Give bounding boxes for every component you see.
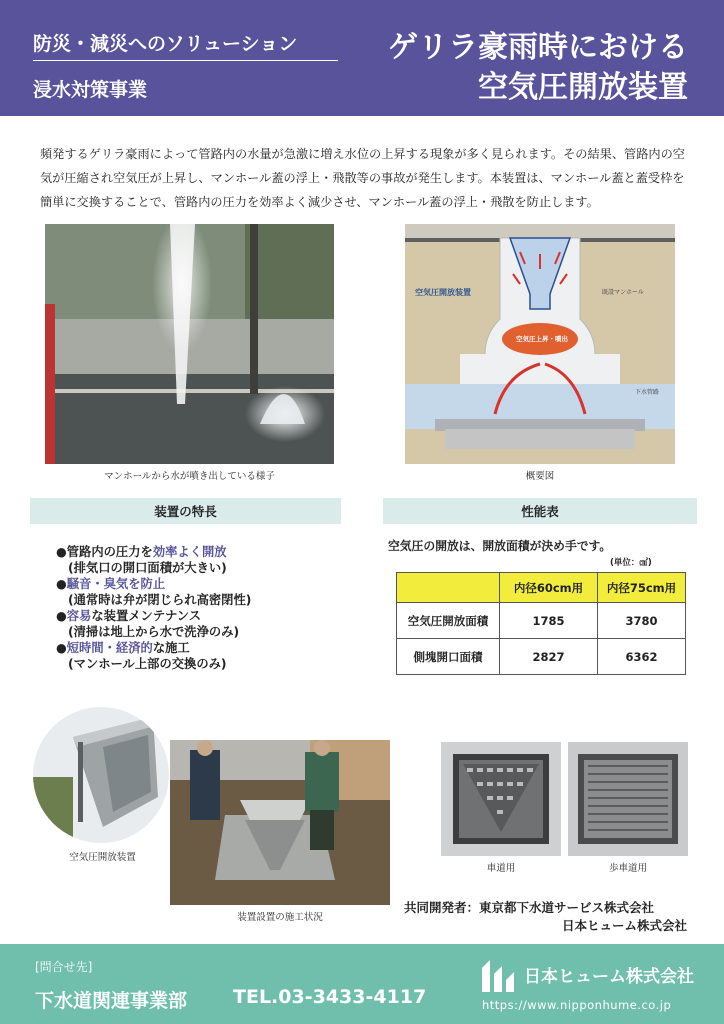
feature-item: ●短時間・経済的な施工: [56, 641, 190, 655]
header-banner: [0, 0, 724, 116]
header-title-line2: 空気圧開放装置: [478, 70, 688, 105]
feature-sub: (排気口の開口面積が大きい): [68, 561, 227, 575]
performance-note: 空気圧の開放は、開放面積が決め手です。: [388, 539, 612, 553]
diagram-caption: 概要図: [525, 471, 555, 482]
manhole-gushing-photo: [45, 224, 334, 464]
table-cell: 2827: [500, 639, 598, 675]
device-caption: 空気圧開放装置: [69, 852, 136, 863]
header-title-line1: ゲリラ豪雨時における: [388, 30, 688, 65]
table-header-row: [397, 573, 686, 603]
road-caption: 車道用: [486, 863, 516, 874]
overview-diagram: [405, 224, 675, 464]
walkway-cover-photo: [568, 742, 688, 856]
installation-caption: 装置設置の施工状況: [237, 912, 323, 923]
header-category: 浸水対策事業: [33, 79, 148, 101]
installation-photo: [170, 740, 390, 905]
header-subtitle: 防災・減災へのソリューション: [33, 33, 298, 55]
feature-item: ●騒音・臭気を防止: [56, 577, 166, 591]
table-header-60: 内径60cm用: [500, 573, 598, 603]
road-cover-photo: [441, 742, 561, 856]
feature-item: ●容易な装置メンテナンス: [56, 609, 202, 623]
performance-heading: 性能表: [383, 498, 697, 524]
table-header-75: 内径75cm用: [598, 573, 686, 603]
feature-sub: (マンホール上部の交換のみ): [68, 657, 227, 671]
diagram-label-device: 空気圧開放装置: [415, 288, 471, 297]
features-heading: 装置の特長: [30, 498, 341, 524]
company-logo-icon: [480, 958, 518, 994]
device-photo: [33, 707, 169, 843]
table-row-label: 空気圧開放面積: [397, 603, 500, 639]
table-cell: 1785: [500, 603, 598, 639]
footer-contact-label: [問合せ先]: [35, 960, 93, 974]
footer-url: https://www.nipponhume.co.jp: [482, 998, 672, 1012]
diagram-label-pipe: 下水管路: [635, 389, 660, 396]
performance-table: [396, 572, 686, 675]
footer-tel: TEL.03-3433-4117: [233, 986, 427, 1008]
table-cell: 3780: [598, 603, 686, 639]
feature-item: ●管路内の圧力を効率よく開放: [56, 545, 227, 559]
codev-label: 共同開発者：: [404, 900, 480, 915]
codev-company1: 東京都下水道サービス株式会社: [479, 900, 655, 915]
diagram-label-manhole: 既設マンホール: [602, 289, 644, 296]
feature-sub: (清掃は地上から水で洗浄のみ): [68, 625, 240, 639]
table-row-label: 側塊開口面積: [397, 639, 500, 675]
table-row: [397, 639, 686, 675]
table-row: [397, 603, 686, 639]
footer-dept: 下水道関連事業部: [35, 990, 188, 1012]
footer-bar: [0, 944, 724, 1024]
diagram-label-pressure: 空気圧上昇・噴出: [516, 335, 568, 343]
codev-company2: 日本ヒューム株式会社: [561, 918, 687, 933]
table-cell: 6362: [598, 639, 686, 675]
table-header-blank: [397, 573, 500, 603]
intro-paragraph: 頻発するゲリラ豪雨によって管路内の水量が急激に増え水位の上昇する現象が多く見られます。その結果、管路内の空気が圧縮され空気圧が上昇し、マンホール蓋の浮上・飛散等の事故が発生します。本装置は、マンホール蓋と蓋受枠を簡単に交換することで、管路内の圧力を効率よく減少させ、マンホール蓋の浮上・飛散を防止します。: [40, 147, 685, 209]
photo1-caption: マンホールから水が噴き出している様子: [104, 471, 275, 482]
feature-sub: (通常時は弁が閉じられ高密閉性): [68, 593, 252, 607]
header-rule: [33, 60, 338, 61]
features-list: [56, 544, 251, 672]
walkway-caption: 歩車道用: [608, 863, 647, 874]
performance-unit: (単位：㎠): [610, 558, 652, 568]
codev-line1: [404, 898, 654, 916]
footer-company: 日本ヒューム株式会社: [524, 967, 694, 987]
